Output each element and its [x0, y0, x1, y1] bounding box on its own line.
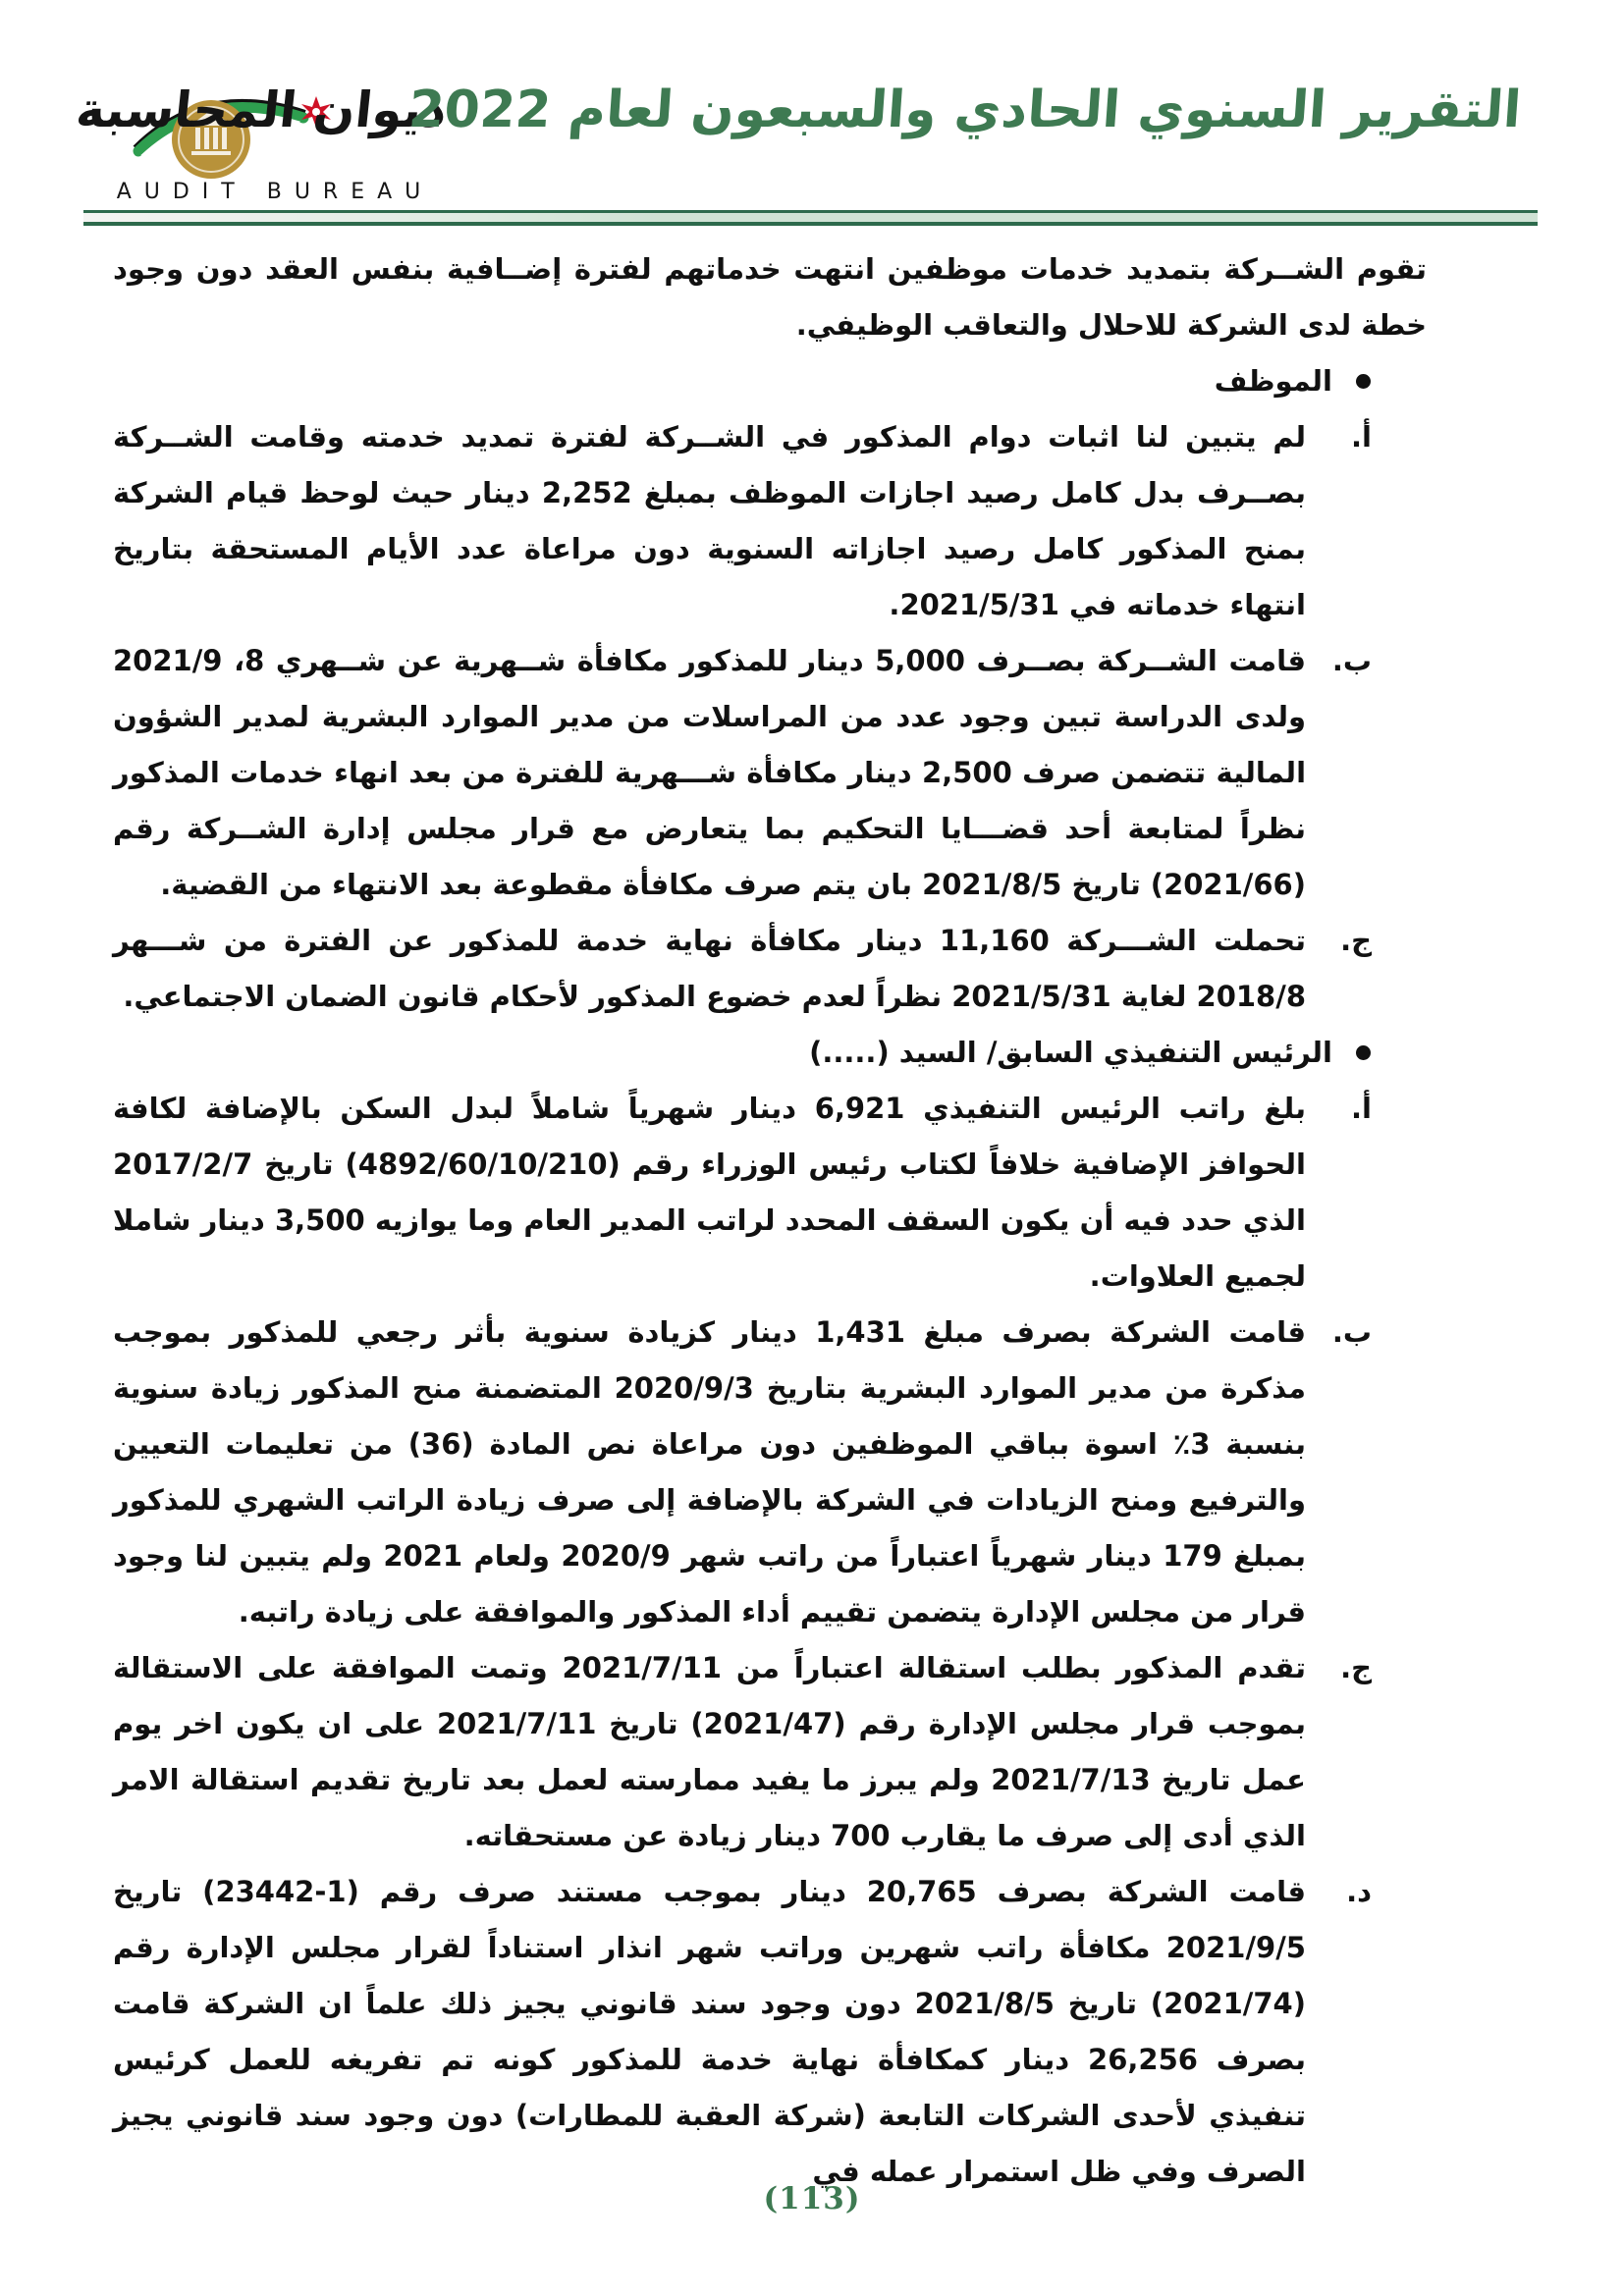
section-title: الموظف — [1214, 364, 1332, 398]
item-marker: ب. — [1331, 644, 1372, 677]
page-header — [73, 41, 1536, 210]
observation-item — [113, 913, 1427, 1025]
observation-item — [113, 1081, 1427, 1305]
observation-item — [113, 633, 1427, 913]
item-marker: ب. — [1331, 1315, 1372, 1349]
intro-paragraph: تقوم الشــركة بتمديد خدمات موظفين انتهت خدماتهم لفترة إضــافية بنفس العقد دون وجود خطة لدى الشركة للاحلال والتعاقب الوظيفي. — [113, 252, 1427, 342]
item-text: لم يتبين لنا اثبات دوام المذكور في الشــركة لفترة تمديد خدمته وقامت الشــركة بصــرف بدل كامل رصيد اجازات الموظف بمبلغ 2,252 دينار حيث لوحظ قيام الشركة بمنح المذكور كامل رصيد اجازاته السنوية دون مراعاة عدد الأيام المستحقة بتاريخ انتهاء خدماته في 2021/5/31. — [113, 420, 1307, 621]
section-title: الرئيس التنفيذي السابق/ السيد (.....) — [809, 1036, 1332, 1069]
item-marker: ج. — [1340, 924, 1372, 957]
observation-item — [113, 1305, 1427, 1640]
item-marker: أ. — [1351, 1092, 1372, 1125]
observation-item — [113, 1864, 1427, 2200]
item-text: تقدم المذكور بطلب استقالة اعتباراً من 2021/7/11 وتمت الموافقة على الاستقالة بموجب قرار مجلس الإدارة رقم (2021/47) تاريخ 2021/7/11 على ان يكون اخر يوم عمل تاريخ 2021/7/13 ولم يبرز ما يفيد ممارسته لعمل بعد تاريخ تقديم استقالة الامر الذي أدى إلى صرف ما يقارب 700 دينار زيادة عن مستحقاته. — [113, 1651, 1306, 1852]
page-footer — [0, 2181, 1624, 2216]
observation-item — [113, 409, 1427, 633]
bullet-icon — [1356, 1045, 1371, 1060]
page-number: (113) — [763, 2181, 861, 2216]
report-body — [113, 241, 1427, 2200]
bullet-icon — [1356, 374, 1371, 389]
item-text: تحملت الشـــركة 11,160 دينار مكافأة نهاية خدمة للمذكور عن الفترة من شـــهر 2018/8 لغاية 2021/5/31 نظراً لعدم خضوع المذكور لأحكام قانون الضمان الاجتماعي. — [113, 924, 1306, 1013]
section-heading-employee — [113, 353, 1427, 409]
header-rule — [83, 210, 1538, 226]
observation-item — [113, 1640, 1427, 1864]
section-heading-former-ceo — [113, 1025, 1427, 1081]
item-text: قامت الشركة بصرف مبلغ 1,431 دينار كزيادة سنوية بأثر رجعي للمذكور بموجب مذكرة من مدير الموارد البشرية بتاريخ 2020/9/3 المتضمنة منح المذكور زيادة سنوية بنسبة 3٪ اسوة بباقي الموظفين دون مراعاة نص المادة (36) من تعليمات التعيين والترفيع ومنح الزيادات في الشركة بالإضافة إلى صرف زيادة الراتب الشهري للمذكور بمبلغ 179 دينار شهرياً اعتباراً من راتب شهر 2020/9 ولعام 2021 ولم يتبين لنا وجود قرار من مجلس الإدارة يتضمن تقييم أداء المذكور والموافقة على زيادة راتبه. — [113, 1315, 1306, 1629]
report-title: التقرير السنوي الحادي والسبعون لعام 2022 — [406, 80, 1524, 139]
audit-bureau-logo — [73, 41, 451, 206]
item-marker: د. — [1346, 1875, 1372, 1908]
item-text: قامت الشــركة بصــرف 5,000 دينار للمذكور مكافأة شــهرية عن شــهري 8، 2021/9 ولدى الدراسة تبين وجود عدد من المراسلات من مدير الموارد البشرية لمدير الشؤون المالية تتضمن صرف 2,500 دينار مكافأة شـــهرية للفترة من بعد انهاء خدمات المذكور نظراً لمتابعة أحد قضـــايا التحكيم بما يتعارض مع قرار مجلس إدارة الشــركة رقم (2021/66) تاريخ 2021/8/5 بان يتم صرف مكافأة مقطوعة بعد الانتهاء من القضية. — [113, 644, 1307, 901]
logo-arabic-name: ديوان المحاسبة — [73, 81, 451, 138]
item-text: قامت الشركة بصرف 20,765 دينار بموجب مستند صرف رقم (1-23442) تاريخ 2021/9/5 مكافأة راتب شهرين وراتب شهر انذار استناداً لقرار مجلس الإدارة رقم (2021/74) تاريخ 2021/8/5 دون وجود سند قانوني يجيز ذلك علماً ان الشركة قامت بصرف 26,256 دينار كمكافأة نهاية خدمة للمذكور كونه تم تفريغه للعمل كرئيس تنفيذي لأحدى الشركات التابعة (شركة العقبة للمطارات) دون وجود سند قانوني يجيز الصرف وفي ظل استمرار عمله في — [113, 1875, 1307, 2188]
logo-english-name: AUDIT BUREAU — [116, 180, 434, 204]
item-text: بلغ راتب الرئيس التنفيذي 6,921 دينار شهرياً شاملاً لبدل السكن بالإضافة لكافة الحوافز الإضافية خلافاً لكتاب رئيس الوزراء رقم (4892/60/10/210) تاريخ 2017/2/7 الذي حدد فيه أن يكون السقف المحدد لراتب المدير العام وما يوازيه 3,500 دينار شاملا لجميع العلاوات. — [113, 1092, 1306, 1293]
item-marker: ج. — [1340, 1651, 1372, 1684]
item-marker: أ. — [1351, 420, 1372, 454]
